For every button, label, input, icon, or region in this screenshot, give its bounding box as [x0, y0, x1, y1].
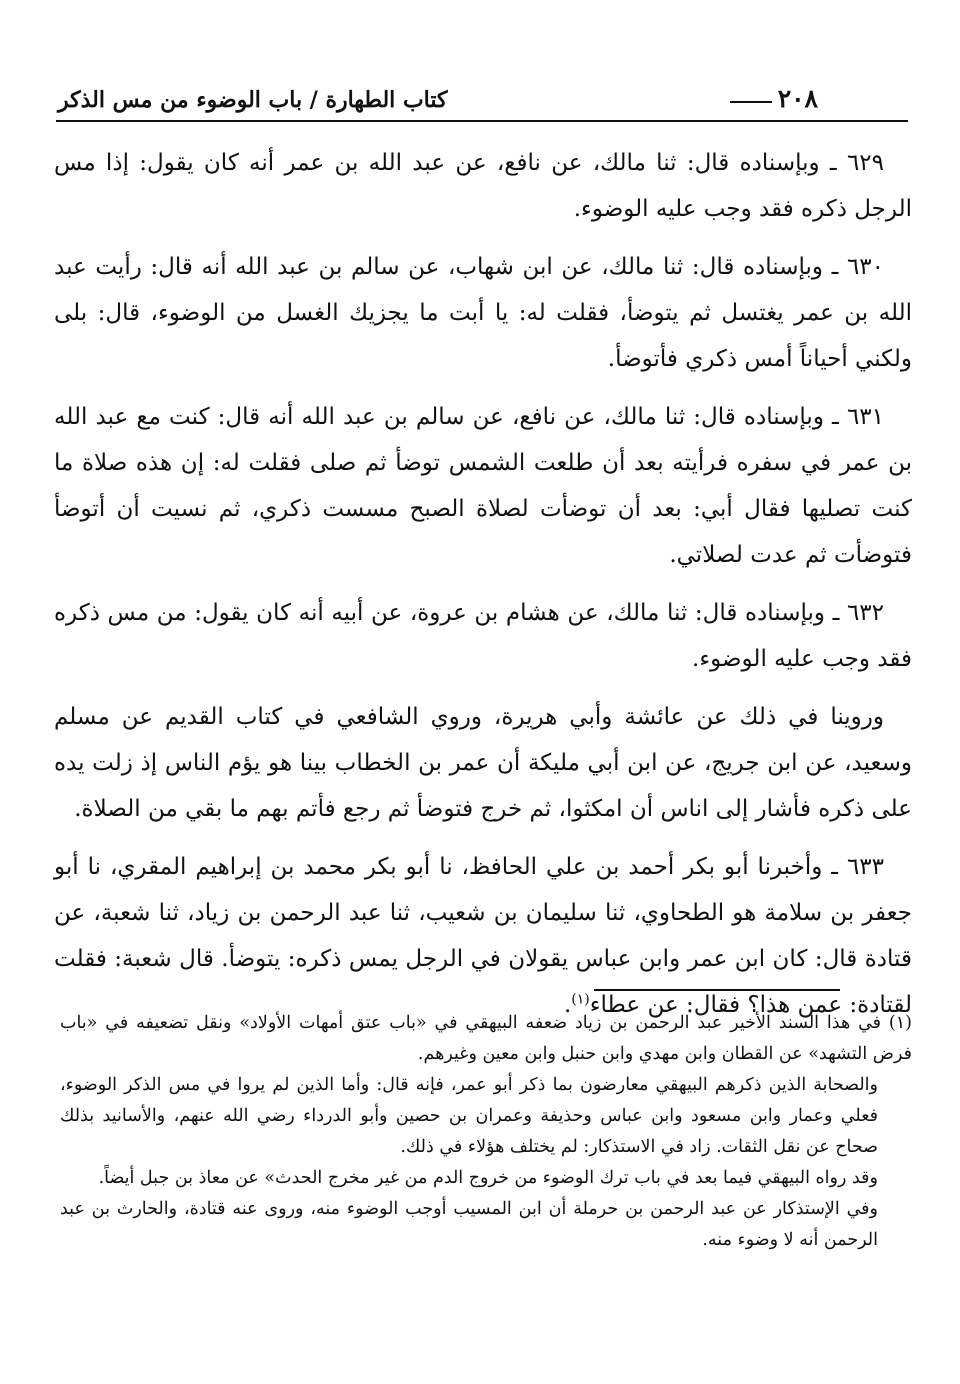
hadith-text: ـ وأخبرنا أبو بكر أحمد بن علي الحافظ، نا أبو بكر محمد بن إبراهيم المقري، نا أبو جعفر بن سلامة هو الطحاوي، ثنا سليمان بن شعيب، ثنا عبد الرحمن بن زياد، ثنا شعبة، عن قتادة قال: كان ابن عمر وابن عباس يقولان في الرجل يمس ذكره: يتوضأ. قال شعبة: فقلت لقتادة: عمن هذا؟ فقال: عن عطاء: [54, 854, 912, 1018]
hadith-text: ـ وبإسناده قال: ثنا مالك، عن نافع، عن عبد الله بن عمر أنه كان يقول: إذا مس الرجل ذكره فقد وجب عليه الوضوء.: [54, 150, 912, 222]
page-number: ٢٠٨: [777, 84, 818, 113]
hadith-number: ٦٢٩: [846, 150, 884, 176]
footnote-paragraph: وقد رواه البيهقي فيما بعد في باب ترك الوضوء من خروج الدم من غير مخرج الحدث» عن معاذ بن جبل أيضاً.: [98, 1168, 878, 1188]
hadith-number: ٦٣١: [846, 404, 885, 430]
footnote-reference[interactable]: (١): [571, 991, 590, 1008]
footnote-paragraph: والصحابة الذين ذكرهم البيهقي معارضون بما ذكر أبو عمر، فإنه قال: وأما الذين لم يروا في مس الذكر الوضوء، فعلي وعمار وابن مسعود وابن عباس وحذيفة وعمران بن حصين وأبو الدرداء رضي الله عنهم، والأسانيد بذلك صحاح عن نقل الثقات. زاد في الاستذكار: لم يختلف هؤلاء في ذلك.: [60, 1075, 878, 1157]
footnote-separator: [594, 989, 840, 991]
hadith-number: ٦٣٠: [846, 254, 885, 280]
paragraph-text: وروينا في ذلك عن عائشة وأبي هريرة، وروي الشافعي في كتاب القديم عن مسلم وسعيد، عن ابن جريج، عن ابن أبي مليكة أن عمر بن الخطاب بينا هو يؤم الناس إذ زلت يده على ذكره فأشار إلى اناس أن امكثوا، ثم خرج فتوضأ ثم رجع فأتم بهم ما بقي من الصلاة.: [54, 704, 912, 822]
header-dash: [730, 101, 772, 103]
footnote-paragraph: وفي الإستذكار عن عبد الرحمن بن حرملة أن ابن المسيب أوجب الوضوء منه، وروى عنه قتادة، والحارث بن عبد الرحمن أنه لا وضوء منه.: [60, 1199, 878, 1250]
hadith-text-end: .: [563, 992, 572, 1018]
main-text: [54, 140, 912, 1028]
running-header-title: كتاب الطهارة / باب الوضوء من مس الذكر: [58, 87, 448, 113]
hadith-629: [54, 140, 912, 232]
hadith-631: [54, 394, 912, 578]
hadith-number: ٦٣٢: [846, 600, 885, 626]
hadith-632: [54, 590, 912, 682]
hadith-number: ٦٣٣: [846, 854, 885, 880]
hadith-text: ـ وبإسناده قال: ثنا مالك، عن نافع، عن سالم بن عبد الله أنه قال: كنت مع عبد الله بن عمر في سفره فرأيته بعد أن طلعت الشمس توضأ ثم صلى فقلت له: إن هذه صلاة ما كنت تصليها فقال أبي: بعد أن توضأت لصلاة الصبح مسست ذكري، ثم نسيت أن أتوضأ فتوضأت ثم عدت لصلاتي.: [54, 404, 912, 568]
hadith-text: ـ وبإسناده قال: ثنا مالك، عن هشام بن عروة، عن أبيه أنه كان يقول: من مس ذكره فقد وجب عليه الوضوء.: [54, 600, 912, 672]
hadith-text: ـ وبإسناده قال: ثنا مالك، عن ابن شهاب، عن سالم بن عبد الله أنه قال: رأيت عبد الله بن عمر يغتسل ثم يتوضأ، فقلت له: يا أبت ما يجزيك الغسل من الوضوء، قال: بلى ولكني أحياناً أمس ذكري فأتوضأ.: [54, 254, 912, 372]
header-rule: [56, 120, 908, 122]
commentary-paragraph: [54, 694, 912, 832]
hadith-633: [54, 844, 912, 1028]
footnotes: [60, 1008, 912, 1256]
hadith-630: [54, 244, 912, 382]
footnote-1: (١) في هذا السند الأخير عبد الرحمن بن زياد ضعفه البيهقي في «باب عتق أمهات الأولاد» ونقل تضعيفه في «باب فرض التشهد» عن القطان وابن مهدي وابن حنبل وابن معين وغيرهم.: [60, 1013, 912, 1064]
